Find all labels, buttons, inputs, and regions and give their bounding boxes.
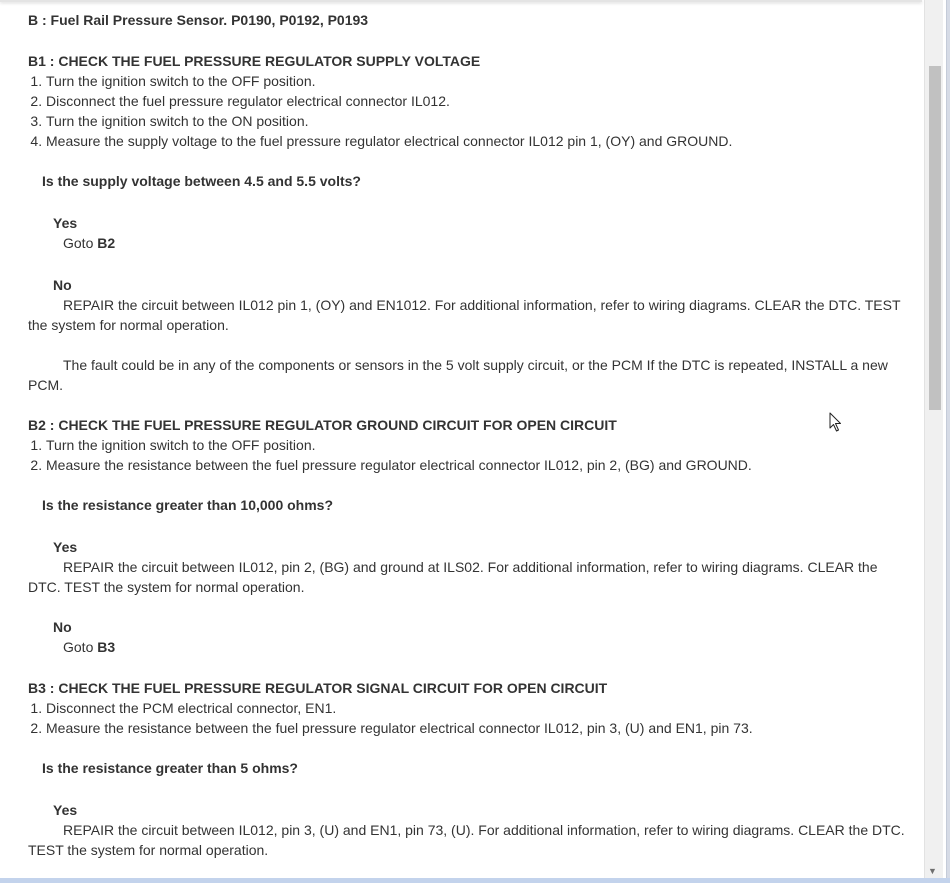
no-label: No xyxy=(53,277,72,293)
step-item: 4. Measure the supply voltage to the fuel pressure regulator electrical connector IL012 pin 1, (OY) and GROUND. xyxy=(46,131,913,151)
section-heading-b3: B3 : CHECK THE FUEL PRESSURE REGULATOR SIGNAL CIRCUIT FOR OPEN CIRCUIT xyxy=(28,680,608,696)
goto-link-b3[interactable]: B3 xyxy=(97,639,116,655)
answer-no-b1 xyxy=(28,275,913,335)
yes-label: Yes xyxy=(53,215,78,231)
step-item: 2. Disconnect the fuel pressure regulator electrical connector IL012. xyxy=(46,91,913,111)
question-b1: Is the supply voltage between 4.5 and 5.5 volts? xyxy=(42,173,361,189)
no-label: No xyxy=(53,619,72,635)
step-item: 1. Turn the ignition switch to the OFF position. xyxy=(46,435,913,455)
section-heading-b2: B2 : CHECK THE FUEL PRESSURE REGULATOR GROUND CIRCUIT FOR OPEN CIRCUIT xyxy=(28,417,617,433)
mouse-cursor-icon xyxy=(829,412,843,433)
taskbar-strip xyxy=(0,878,950,883)
answer-no-b2 xyxy=(28,617,913,657)
question-b2: Is the resistance greater than 10,000 ohms? xyxy=(42,497,334,513)
note-b1: The fault could be in any of the components or sensors in the 5 volt supply circuit, or the PCM If the DTC is repeated, INSTALL a new PCM. xyxy=(28,357,888,393)
goto-text: Goto xyxy=(63,235,98,251)
yes-label: Yes xyxy=(53,539,78,555)
yes-label: Yes xyxy=(53,802,78,818)
answer-yes-b2 xyxy=(28,537,913,597)
scrollbar-thumb[interactable] xyxy=(929,66,941,410)
vertical-scrollbar[interactable] xyxy=(924,0,943,878)
document-content xyxy=(28,10,913,860)
section-b3 xyxy=(28,678,913,860)
step-list-b2 xyxy=(28,435,913,475)
step-list-b3 xyxy=(28,698,913,738)
yes-body: REPAIR the circuit between IL012, pin 2, (BG) and ground at ILS02. For additional information, refer to wiring diagrams. CLEAR the DTC. TEST the system for normal operation. xyxy=(28,559,878,595)
answer-yes-b1 xyxy=(28,213,913,253)
header-divider xyxy=(0,0,922,2)
no-body: REPAIR the circuit between IL012 pin 1, (OY) and EN1012. For additional information, refer to wiring diagrams. CLEAR the DTC. TEST the system for normal operation. xyxy=(28,297,901,333)
no-body xyxy=(28,637,913,657)
step-item: 2. Measure the resistance between the fuel pressure regulator electrical connector IL012, pin 2, (BG) and GROUND. xyxy=(46,455,913,475)
yes-body: REPAIR the circuit between IL012, pin 3, (U) and EN1, pin 73, (U). For additional information, refer to wiring diagrams. CLEAR the DTC. TEST the system for normal operation. xyxy=(28,822,905,858)
question-b3: Is the resistance greater than 5 ohms? xyxy=(42,760,298,776)
step-item: 1. Disconnect the PCM electrical connector, EN1. xyxy=(46,698,913,718)
step-item: 1. Turn the ignition switch to the OFF position. xyxy=(46,71,913,91)
answer-yes-b3 xyxy=(28,800,913,860)
goto-text: Goto xyxy=(63,639,98,655)
section-b2 xyxy=(28,415,913,657)
section-heading-b1: B1 : CHECK THE FUEL PRESSURE REGULATOR SUPPLY VOLTAGE xyxy=(28,53,481,69)
section-b1 xyxy=(28,51,913,395)
step-item: 2. Measure the resistance between the fuel pressure regulator electrical connector IL012, pin 3, (U) and EN1, pin 73. xyxy=(46,718,913,738)
step-list-b1 xyxy=(28,71,913,151)
goto-link-b2[interactable]: B2 xyxy=(97,235,116,251)
yes-body xyxy=(28,233,913,253)
scroll-down-arrow-icon[interactable]: ▼ xyxy=(928,866,937,876)
page-title: B : Fuel Rail Pressure Sensor. P0190, P0192, P0193 xyxy=(28,12,369,28)
step-item: 3. Turn the ignition switch to the ON position. xyxy=(46,111,913,131)
